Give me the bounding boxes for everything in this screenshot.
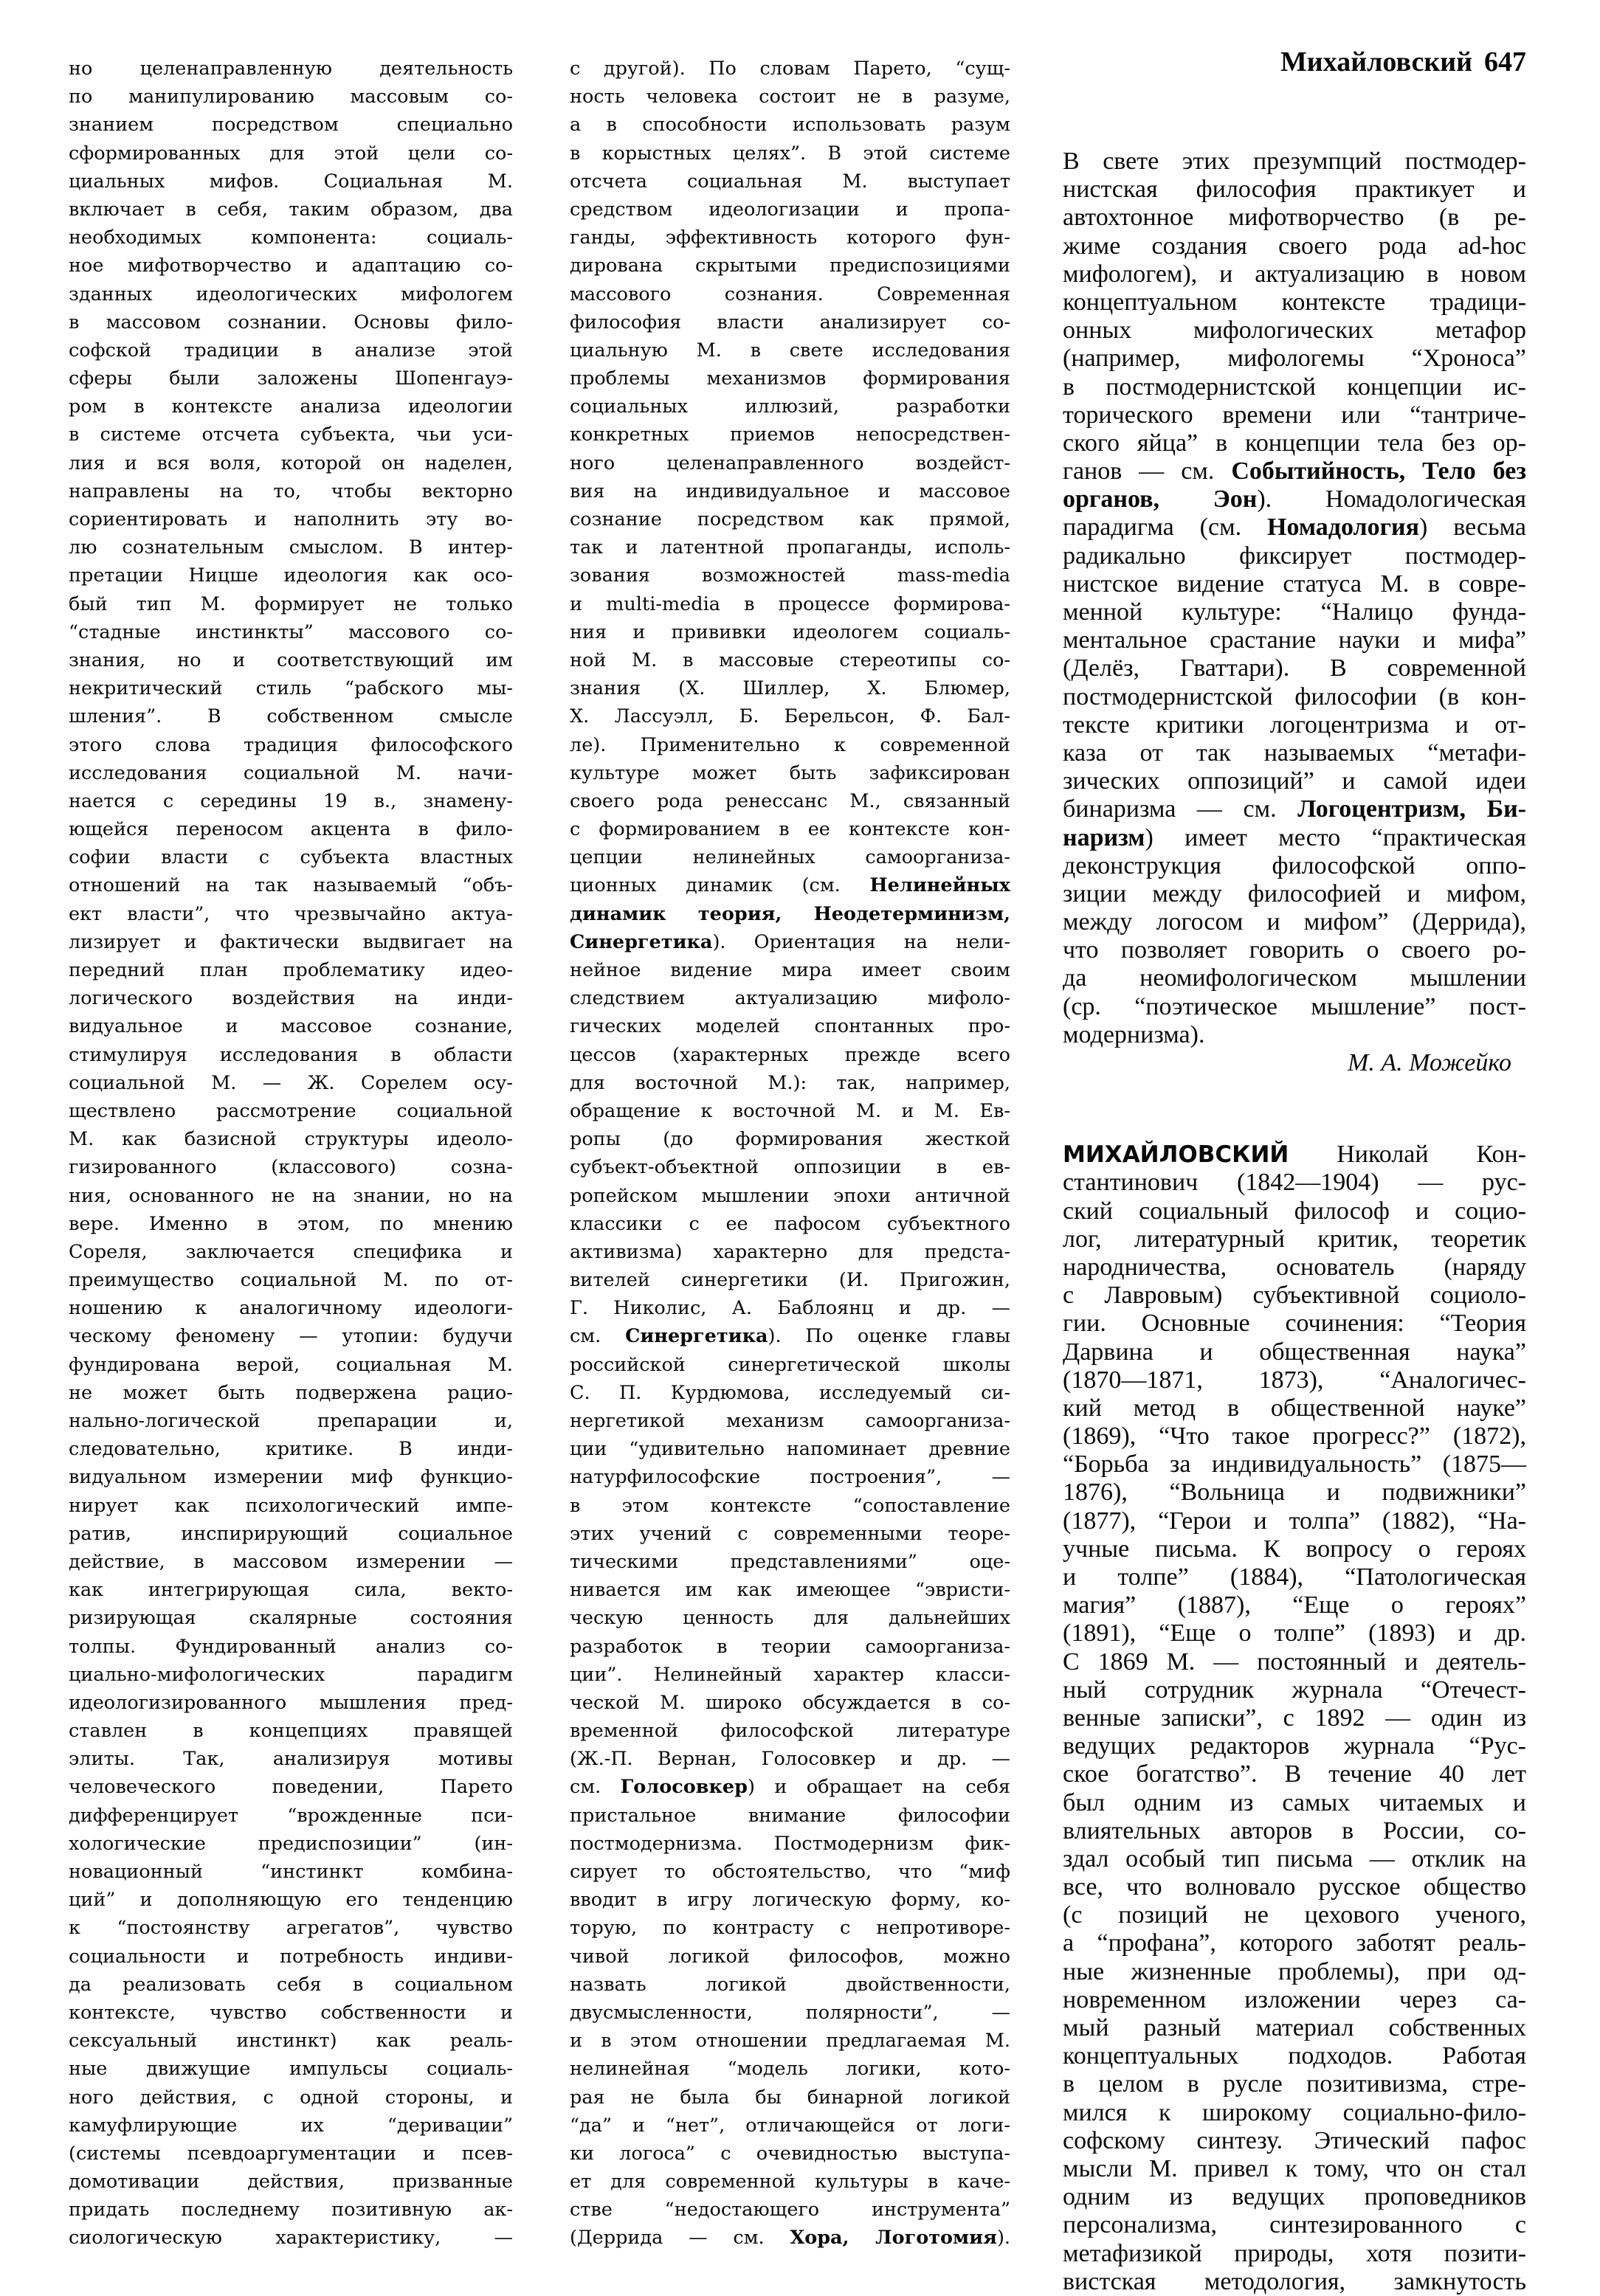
text-line: здал особый тип письма — отклик на bbox=[1063, 1844, 1526, 1873]
text-line: натурфилософские построения”, — bbox=[570, 1466, 1010, 1489]
text-line: передний план проблематику идео- bbox=[69, 959, 513, 981]
text-line bbox=[570, 928, 1010, 956]
text-line: онных мифологических метафор bbox=[1063, 317, 1526, 345]
text-line: к “постоянству агрегатов”, чувство bbox=[69, 1917, 513, 1940]
text-line: но целенаправленную деятельность bbox=[69, 58, 513, 80]
text-line: радикально фиксирует постмодер- bbox=[1063, 542, 1526, 570]
running-header bbox=[1280, 46, 1526, 78]
entry-headword: МИХАЙЛОВСКИЙ bbox=[1063, 1141, 1289, 1169]
text-line: камуфлирующие их “деривации” bbox=[69, 2114, 513, 2137]
text-line: вистская методология, замкнутость bbox=[1063, 2267, 1526, 2295]
text-line: нергетикой механизм самоорганиза- bbox=[570, 1410, 1010, 1432]
text-line: культуре может быть зафиксирован bbox=[570, 761, 1010, 784]
text-line: стантинович (1842—1904) — рус- bbox=[1063, 1169, 1526, 1197]
text-line: российской синергетической школы bbox=[570, 1353, 1010, 1376]
text-line: каза от так называемых “метафи- bbox=[1063, 739, 1526, 767]
text-line: зиции между философией и мифом, bbox=[1063, 879, 1526, 907]
text-line: влиятельных авторов в России, со- bbox=[1063, 1816, 1526, 1844]
line-text: ). По оценке главы bbox=[768, 1325, 1010, 1348]
text-line: философия власти анализирует со- bbox=[570, 311, 1010, 333]
text-line: отсчета социальная М. выступает bbox=[570, 170, 1010, 193]
text-line: назвать логикой двойственности, bbox=[570, 1973, 1010, 1996]
cross-reference: Синергетика bbox=[570, 930, 713, 953]
text-line: социальности и потребность индиви- bbox=[69, 1945, 513, 1968]
text-line: (1891), “Еще о толпе” (1893) и др. bbox=[1063, 1619, 1526, 1647]
text-line: разработок в теории самоорганиза- bbox=[570, 1635, 1010, 1658]
text-line: необходимых компонента: социаль- bbox=[69, 227, 513, 249]
line-text: ганов — см. bbox=[1063, 457, 1232, 485]
text-line: чивой логикой философов, можно bbox=[570, 1945, 1010, 1968]
text-line: знания, но и соответствующий им bbox=[69, 649, 513, 671]
text-line: лог, литературный критик, теоретик bbox=[1063, 1225, 1526, 1253]
text-line: дирована скрытыми предиспозициями bbox=[570, 255, 1010, 277]
line-text: Николай Кон- bbox=[1289, 1141, 1526, 1169]
text-line: постмодернистской философии (в кон- bbox=[1063, 682, 1526, 710]
cross-reference: Синергетика bbox=[625, 1325, 768, 1348]
text-line: все, что волновало русское общество bbox=[1063, 1873, 1526, 1901]
text-line: в корыстных целях”. В этой системе bbox=[570, 142, 1010, 165]
text-line: сексуальный инстинкт) как реаль- bbox=[69, 2030, 513, 2053]
text-line: “стадные инстинкты” массового со- bbox=[69, 620, 513, 643]
text-line: ный сотрудник журнала “Отечест- bbox=[1063, 1676, 1526, 1704]
line-text: бинаризма — см. bbox=[1063, 795, 1298, 823]
text-line: сферы были заложены Шопенгауэ- bbox=[69, 367, 513, 390]
text-line: мый разный материал собственных bbox=[1063, 2014, 1526, 2041]
text-line: Дарвина и общественная наука” bbox=[1063, 1338, 1526, 1366]
column-1 bbox=[69, 55, 513, 2252]
text-line: ческому феномену — утопии: будучи bbox=[69, 1325, 513, 1348]
column-2 bbox=[570, 55, 1010, 2252]
text-line bbox=[1063, 457, 1526, 485]
text-line: некритический стиль “рабского мы- bbox=[69, 677, 513, 700]
text-line: (системы псевдоаргументации и псев- bbox=[69, 2142, 513, 2165]
text-line: хологические предиспозиции” (ин- bbox=[69, 1832, 513, 1855]
text-line: ставлен в концепциях правящей bbox=[69, 1720, 513, 1743]
text-line: циально-мифологических парадигм bbox=[69, 1663, 513, 1686]
text-line: софскому синтезу. Этический пафос bbox=[1063, 2126, 1526, 2154]
text-line: человеческого поведении, Парето bbox=[69, 1776, 513, 1799]
text-line bbox=[570, 1322, 1010, 1350]
paragraph bbox=[570, 55, 1010, 2252]
text-line: дифференцирует “врожденные пси- bbox=[69, 1804, 513, 1827]
text-line: вия на индивидуальное и массовое bbox=[570, 480, 1010, 502]
text-line: в постмодернистской концепции ис- bbox=[1063, 373, 1526, 401]
text-line: контексте, чувство собственности и bbox=[69, 2001, 513, 2024]
text-line: концептуальном контексте традици- bbox=[1063, 288, 1526, 316]
text-line: ки логоса” с очевидностью выступа- bbox=[570, 2142, 1010, 2165]
text-line: гии. Основные сочинения: “Теория bbox=[1063, 1310, 1526, 1338]
text-line: да реализовать себя в социальном bbox=[69, 1973, 513, 1996]
text-line: ропы (до формирования жесткой bbox=[570, 1128, 1010, 1151]
text-line: В свете этих презумпций постмодер- bbox=[1063, 148, 1526, 175]
text-line: одним из ведущих проповедников bbox=[1063, 2183, 1526, 2211]
cross-reference: Нелинейных bbox=[869, 874, 1010, 897]
text-line: ского яйца” в концепции тела без ор- bbox=[1063, 429, 1526, 457]
text-line: (Делёз, Гваттари). В современной bbox=[1063, 654, 1526, 682]
author-signature: М. А. Можейко bbox=[1348, 1049, 1511, 1076]
cross-reference: Логоцентризм, Би- bbox=[1297, 795, 1526, 823]
text-line: и multi-media в процессе формирова- bbox=[570, 592, 1010, 615]
text-line: преимущество социальной М. по от- bbox=[69, 1269, 513, 1292]
line-text: ) имеет место “практическая bbox=[1145, 823, 1526, 851]
text-line: домотивации действия, призванные bbox=[69, 2171, 513, 2193]
text-line: сориентировать и наполнить эту во- bbox=[69, 508, 513, 530]
text-line: и толпе” (1884), “Патологическая bbox=[1063, 1563, 1526, 1591]
cross-reference: Хора, Логотомия bbox=[790, 2227, 997, 2250]
text-line: активизма) характерно для предста- bbox=[570, 1240, 1010, 1263]
text-line: концептуальных подходов. Работая bbox=[1063, 2042, 1526, 2070]
text-line: (ср. “поэтическое мышление” пост- bbox=[1063, 992, 1526, 1020]
text-line: зования возможностей mass-media bbox=[570, 564, 1010, 587]
text-line: следовательно, критике. В инди- bbox=[69, 1438, 513, 1461]
text-line: этого слова традиция философского bbox=[69, 733, 513, 756]
text-line: (Ж.-П. Вернан, Голосовкер и др. — bbox=[570, 1748, 1010, 1771]
text-line: социальных иллюзий, разработки bbox=[570, 395, 1010, 418]
text-line: (с позиций не цехового ученого, bbox=[1063, 1901, 1526, 1929]
text-line: гических моделей спонтанных про- bbox=[570, 1015, 1010, 1038]
text-line: нейное видение мира имеет своим bbox=[570, 959, 1010, 981]
text-line: так и латентной пропаганды, исполь- bbox=[570, 536, 1010, 559]
text-line: (1877), “Герои и толпа” (1882), “На- bbox=[1063, 1507, 1526, 1535]
text-line: торую, по контрасту с непротиворе- bbox=[570, 1917, 1010, 1940]
text-line: ведущих редакторов журнала “Рус- bbox=[1063, 1732, 1526, 1760]
text-line: нелинейная “модель логики, кото- bbox=[570, 2058, 1010, 2081]
text-line: с Лавровым) субъективной социоло- bbox=[1063, 1282, 1526, 1310]
text-line: рая не была бы бинарной логикой bbox=[570, 2086, 1010, 2109]
text-line: средством идеологизации и пропа- bbox=[570, 198, 1010, 221]
text-line: логического воздействия на инди- bbox=[69, 987, 513, 1010]
text-line: шления”. В собственном смысле bbox=[69, 705, 513, 728]
text-line: в системе отсчета субъекта, чьи уси- bbox=[69, 423, 513, 446]
text-line: новационный “инстинкт комбина- bbox=[69, 1861, 513, 1883]
text-line: сознание посредством как прямой, bbox=[570, 508, 1010, 530]
text-line: ные движущие импульсы социаль- bbox=[69, 2058, 513, 2081]
text-line: ния и прививки идеологем социаль- bbox=[570, 620, 1010, 643]
text-line: ной М. в массовые стереотипы со- bbox=[570, 649, 1010, 671]
text-line: что позволяет говорить о своего ро- bbox=[1063, 936, 1526, 964]
text-line: 1876), “Вольница и подвижники” bbox=[1063, 1479, 1526, 1507]
text-line: новременном изложении через са- bbox=[1063, 1985, 1526, 2013]
text-line: ные жизненные проблемы), при од- bbox=[1063, 1957, 1526, 1985]
text-line: ропейском мышлении эпохи античной bbox=[570, 1184, 1010, 1207]
line-text: ). Ориентация на нели- bbox=[712, 930, 1010, 953]
text-line: “да” и “нет”, отличающейся от логи- bbox=[570, 2114, 1010, 2137]
text-line: обращение к восточной М. и М. Ев- bbox=[570, 1099, 1010, 1122]
text-line: направлены на то, чтобы векторно bbox=[69, 480, 513, 502]
text-line: мысли М. привел к тому, что он стал bbox=[1063, 2154, 1526, 2182]
text-line: исследования социальной М. начи- bbox=[69, 761, 513, 784]
page-number: 647 bbox=[1484, 46, 1526, 77]
text-line: жиме создания своего рода ad-hoc bbox=[1063, 232, 1526, 260]
text-line: элиты. Так, анализируя мотивы bbox=[69, 1748, 513, 1771]
cross-reference: Голосовкер bbox=[620, 1776, 748, 1799]
text-line: циальных мифов. Социальная М. bbox=[69, 170, 513, 193]
text-line: гизированного (классового) созна- bbox=[69, 1156, 513, 1179]
text-line: включает в себя, таким образом, два bbox=[69, 198, 513, 221]
text-line: ношению к аналогичному идеологи- bbox=[69, 1297, 513, 1320]
text-line: ратив, инспирирующий социальное bbox=[69, 1522, 513, 1545]
text-line: лия и вся воля, которой он наделен, bbox=[69, 452, 513, 474]
line-text: (Деррида — см. bbox=[570, 2227, 790, 2250]
text-line: персонализма, синтезированного с bbox=[1063, 2211, 1526, 2239]
text-line: ного действия, с одной стороны, и bbox=[69, 2086, 513, 2109]
text-line bbox=[570, 2224, 1010, 2252]
text-line bbox=[1063, 795, 1526, 823]
line-text: ционных динамик (см. bbox=[570, 874, 870, 897]
text-line: “Борьба за индивидуальность” (1875— bbox=[1063, 1450, 1526, 1479]
text-line: ментальное срастание науки и мифа” bbox=[1063, 626, 1526, 654]
text-line: вере. Именно в этом, по мнению bbox=[69, 1212, 513, 1235]
text-line bbox=[1063, 485, 1526, 514]
text-line: нирует как психологический импе- bbox=[69, 1494, 513, 1517]
text-line: цессов (характерных прежде всего bbox=[570, 1043, 1010, 1066]
text-line: действие, в массовом измерении — bbox=[69, 1550, 513, 1573]
text-line: в массовом сознании. Основы фило- bbox=[69, 311, 513, 333]
text-line: циальную М. в свете исследования bbox=[570, 339, 1010, 362]
text-line: в целом в русле позитивизма, стре- bbox=[1063, 2070, 1526, 2098]
text-line: ществлено рассмотрение социальной bbox=[69, 1099, 513, 1122]
text-line: классики с ее пафосом субъектного bbox=[570, 1212, 1010, 1235]
column-3 bbox=[1063, 148, 1526, 2296]
text-line: знания (Х. Шиллер, Х. Блюмер, bbox=[570, 677, 1010, 700]
text-line bbox=[1063, 1141, 1526, 1169]
text-line: (например, мифологемы “Хроноса” bbox=[1063, 345, 1526, 373]
text-line: Х. Лассуэлл, Б. Берельсон, Ф. Бал- bbox=[570, 705, 1010, 728]
text-line: М. как базисной структуры идеоло- bbox=[69, 1128, 513, 1151]
line-text: ). bbox=[996, 2227, 1010, 2250]
text-line: придать последнему позитивную ак- bbox=[69, 2199, 513, 2221]
text-line: претации Ницше идеология как осо- bbox=[69, 564, 513, 587]
text-line: временной философской литературе bbox=[570, 1720, 1010, 1743]
text-line: по манипулированию массовым со- bbox=[69, 86, 513, 108]
text-line: народничества, основатель (наряду bbox=[1063, 1253, 1526, 1281]
text-line: ного целенаправленного воздейст- bbox=[570, 452, 1010, 474]
text-line: с другой). По словам Парето, “сущ- bbox=[570, 58, 1010, 80]
entry-mikhailovsky bbox=[1063, 1141, 1526, 2296]
text-line: знанием посредством специально bbox=[69, 114, 513, 136]
text-line: толпы. Фундированный анализ со- bbox=[69, 1635, 513, 1658]
text-line: пристальное внимание философии bbox=[570, 1804, 1010, 1827]
text-line: ции “удивительно напоминает древние bbox=[570, 1438, 1010, 1461]
text-line: отношений на так называемый “объ- bbox=[69, 874, 513, 897]
text-line bbox=[1063, 824, 1526, 852]
text-line bbox=[1063, 514, 1526, 542]
text-line: цепции нелинейных самоорганиза- bbox=[570, 846, 1010, 869]
text-line: конкретных приемов непосредствен- bbox=[570, 423, 1010, 446]
text-line: Г. Николис, А. Баблоянц и др. — bbox=[570, 1297, 1010, 1320]
text-line: вводит в игру логическую форму, ко- bbox=[570, 1889, 1010, 1912]
text-line: тексте критики логоцентризма и от- bbox=[1063, 710, 1526, 739]
text-line: как интегрирующая сила, векто- bbox=[69, 1579, 513, 1602]
line-text: см. bbox=[570, 1325, 626, 1348]
paragraph bbox=[69, 55, 513, 2252]
text-line bbox=[570, 871, 1010, 899]
text-line: фундирована верой, социальная М. bbox=[69, 1353, 513, 1376]
cross-reference: динамик теория, Неодетерминизм, bbox=[570, 902, 1010, 925]
text-line: видуальное и массовое сознание, bbox=[69, 1015, 513, 1038]
text-line: С 1869 М. — постоянный и деятель- bbox=[1063, 1647, 1526, 1676]
text-line: торического времени или “тантриче- bbox=[1063, 401, 1526, 429]
text-line: (1870—1871, 1873), “Аналогичес- bbox=[1063, 1366, 1526, 1394]
text-line: модернизма). bbox=[1063, 1020, 1205, 1048]
text-line: нистское видение статуса М. в совре- bbox=[1063, 570, 1526, 598]
text-line: тическими представлениями” оце- bbox=[570, 1550, 1010, 1573]
text-line: сформированных для этой цели со- bbox=[69, 142, 513, 165]
text-line: ское богатство”. В течение 40 лет bbox=[1063, 1760, 1526, 1788]
text-line: а в способности использовать разум bbox=[570, 114, 1010, 136]
text-line: ность человека состоит не в разуме, bbox=[570, 86, 1010, 108]
text-line: между логосом и мифом” (Деррида), bbox=[1063, 908, 1526, 936]
text-line: ет для современной культуры в каче- bbox=[570, 2171, 1010, 2193]
text-line bbox=[570, 900, 1010, 928]
text-line: зических оппозиций” и самой идеи bbox=[1063, 767, 1526, 795]
text-line: вителей синергетики (И. Пригожин, bbox=[570, 1269, 1010, 1292]
cross-reference: Событийность, Тело без bbox=[1231, 457, 1526, 485]
text-line: ганды, эффективность которого фун- bbox=[570, 227, 1010, 249]
text-line: софской традиции в анализе этой bbox=[69, 339, 513, 362]
text-line: учные письма. К вопросу о героях bbox=[1063, 1535, 1526, 1563]
text-line: ное мифотворчество и адаптацию со- bbox=[69, 255, 513, 277]
cross-reference: наризм bbox=[1063, 823, 1145, 851]
text-line: ле). Применительно к современной bbox=[570, 733, 1010, 756]
text-line: с формированием в ее контексте кон- bbox=[570, 818, 1010, 841]
text-line: мился к широкому социально-фило- bbox=[1063, 2098, 1526, 2126]
text-line: зданных идеологических мифологем bbox=[69, 283, 513, 305]
cross-reference: Номадология bbox=[1267, 514, 1419, 542]
text-line: магия” (1887), “Еще о героях” bbox=[1063, 1591, 1526, 1619]
text-line: нается с середины 19 в., знамену- bbox=[69, 789, 513, 812]
text-line: ческую ценность для дальнейших bbox=[570, 1607, 1010, 1630]
text-line: метафизикой природы, хотя позити- bbox=[1063, 2239, 1526, 2267]
text-line: стве “недостающего инструмента” bbox=[570, 2199, 1010, 2221]
text-line: субъект-объектной оппозиции в ев- bbox=[570, 1156, 1010, 1179]
text-line: постмодернизма. Постмодернизм фик- bbox=[570, 1832, 1010, 1855]
text-line: ческой М. широко обсуждается в со- bbox=[570, 1691, 1010, 1714]
paragraph-postmodern bbox=[1063, 148, 1526, 1049]
text-line: массового сознания. Современная bbox=[570, 283, 1010, 305]
text-line: стимулируя исследования в области bbox=[69, 1043, 513, 1066]
text-line: этих учений с современными теоре- bbox=[570, 1522, 1010, 1545]
text-line: проблемы механизмов формирования bbox=[570, 367, 1010, 390]
text-line: а “профана”, которого заботят реаль- bbox=[1063, 1929, 1526, 1957]
text-line: венные записки”, с 1892 — один из bbox=[1063, 1704, 1526, 1732]
text-line bbox=[570, 1773, 1010, 1801]
text-line: ром в контексте анализа идеологии bbox=[69, 395, 513, 418]
text-line: был одним из самых читаемых и bbox=[1063, 1788, 1526, 1816]
text-line: ния, основанного не на знании, но на bbox=[69, 1184, 513, 1207]
text-line: Сореля, заключается специфика и bbox=[69, 1240, 513, 1263]
text-line: нально-логической препарации и, bbox=[69, 1410, 513, 1432]
text-line: и в этом отношении предлагаемая М. bbox=[570, 2030, 1010, 2053]
text-line: софии власти с субъекта властных bbox=[69, 846, 513, 869]
text-line: нивается им как имеющее “эвристи- bbox=[570, 1579, 1010, 1602]
text-line: автохтонное мифотворчество (в ре- bbox=[1063, 204, 1526, 232]
text-line: ский социальный философ и социо- bbox=[1063, 1197, 1526, 1225]
text-line: ект власти”, что чрезвычайно актуа- bbox=[69, 902, 513, 925]
line-text: ) весьма bbox=[1419, 514, 1527, 542]
text-line: кий метод в общественной науке” bbox=[1063, 1394, 1526, 1422]
text-line: следствием актуализацию мифоло- bbox=[570, 987, 1010, 1010]
text-line: в этом контексте “сопоставление bbox=[570, 1494, 1010, 1517]
text-line: двусмысленности, полярности”, — bbox=[570, 2001, 1010, 2024]
text-line: для восточной М.): так, например, bbox=[570, 1071, 1010, 1094]
text-line: социальной М. — Ж. Сорелем осу- bbox=[69, 1071, 513, 1094]
header-title: Михайловский bbox=[1280, 46, 1472, 77]
line-text: парадигма (см. bbox=[1063, 514, 1268, 542]
text-line: (1869), “Что такое прогресс?” (1872), bbox=[1063, 1422, 1526, 1450]
line-text: ). Номадологическая bbox=[1257, 485, 1526, 514]
text-line: деконструкция философской оппо- bbox=[1063, 851, 1526, 879]
text-line: ющейся переносом акцента в фило- bbox=[69, 818, 513, 841]
text-line: мифологем), и актуализацию в новом bbox=[1063, 260, 1526, 288]
text-line: идеологизированного мышления пред- bbox=[69, 1691, 513, 1714]
text-line: С. П. Курдюмова, исследуемый си- bbox=[570, 1381, 1010, 1404]
text-line: лизирует и фактически выдвигает на bbox=[69, 930, 513, 953]
text-line: да неомифологическом мышлении bbox=[1063, 964, 1526, 992]
line-text: см. bbox=[570, 1776, 621, 1799]
text-line: менной культуре: “Налицо фунда- bbox=[1063, 598, 1526, 626]
line-text: ) и обращает на себя bbox=[747, 1776, 1011, 1799]
text-line: лю сознательным смыслом. В интер- bbox=[69, 536, 513, 559]
text-line: ций” и дополняющую его тенденцию bbox=[69, 1889, 513, 1912]
text-line: ции”. Нелинейный характер класси- bbox=[570, 1663, 1010, 1686]
text-line: видуальном измерении миф функцио- bbox=[69, 1466, 513, 1489]
text-line: нистская философия практикует и bbox=[1063, 176, 1526, 204]
text-line: ризирующая скалярные состояния bbox=[69, 1607, 513, 1630]
cross-reference: органов, Эон bbox=[1063, 485, 1258, 514]
text-line: сиологическую характеристику, — bbox=[69, 2227, 513, 2250]
text-line: сирует то обстоятельство, что “миф bbox=[570, 1861, 1010, 1883]
text-line: своего рода ренессанс М., связанный bbox=[570, 789, 1010, 812]
text-line: бый тип М. формирует не только bbox=[69, 592, 513, 615]
text-line: не может быть подвержена рацио- bbox=[69, 1381, 513, 1404]
